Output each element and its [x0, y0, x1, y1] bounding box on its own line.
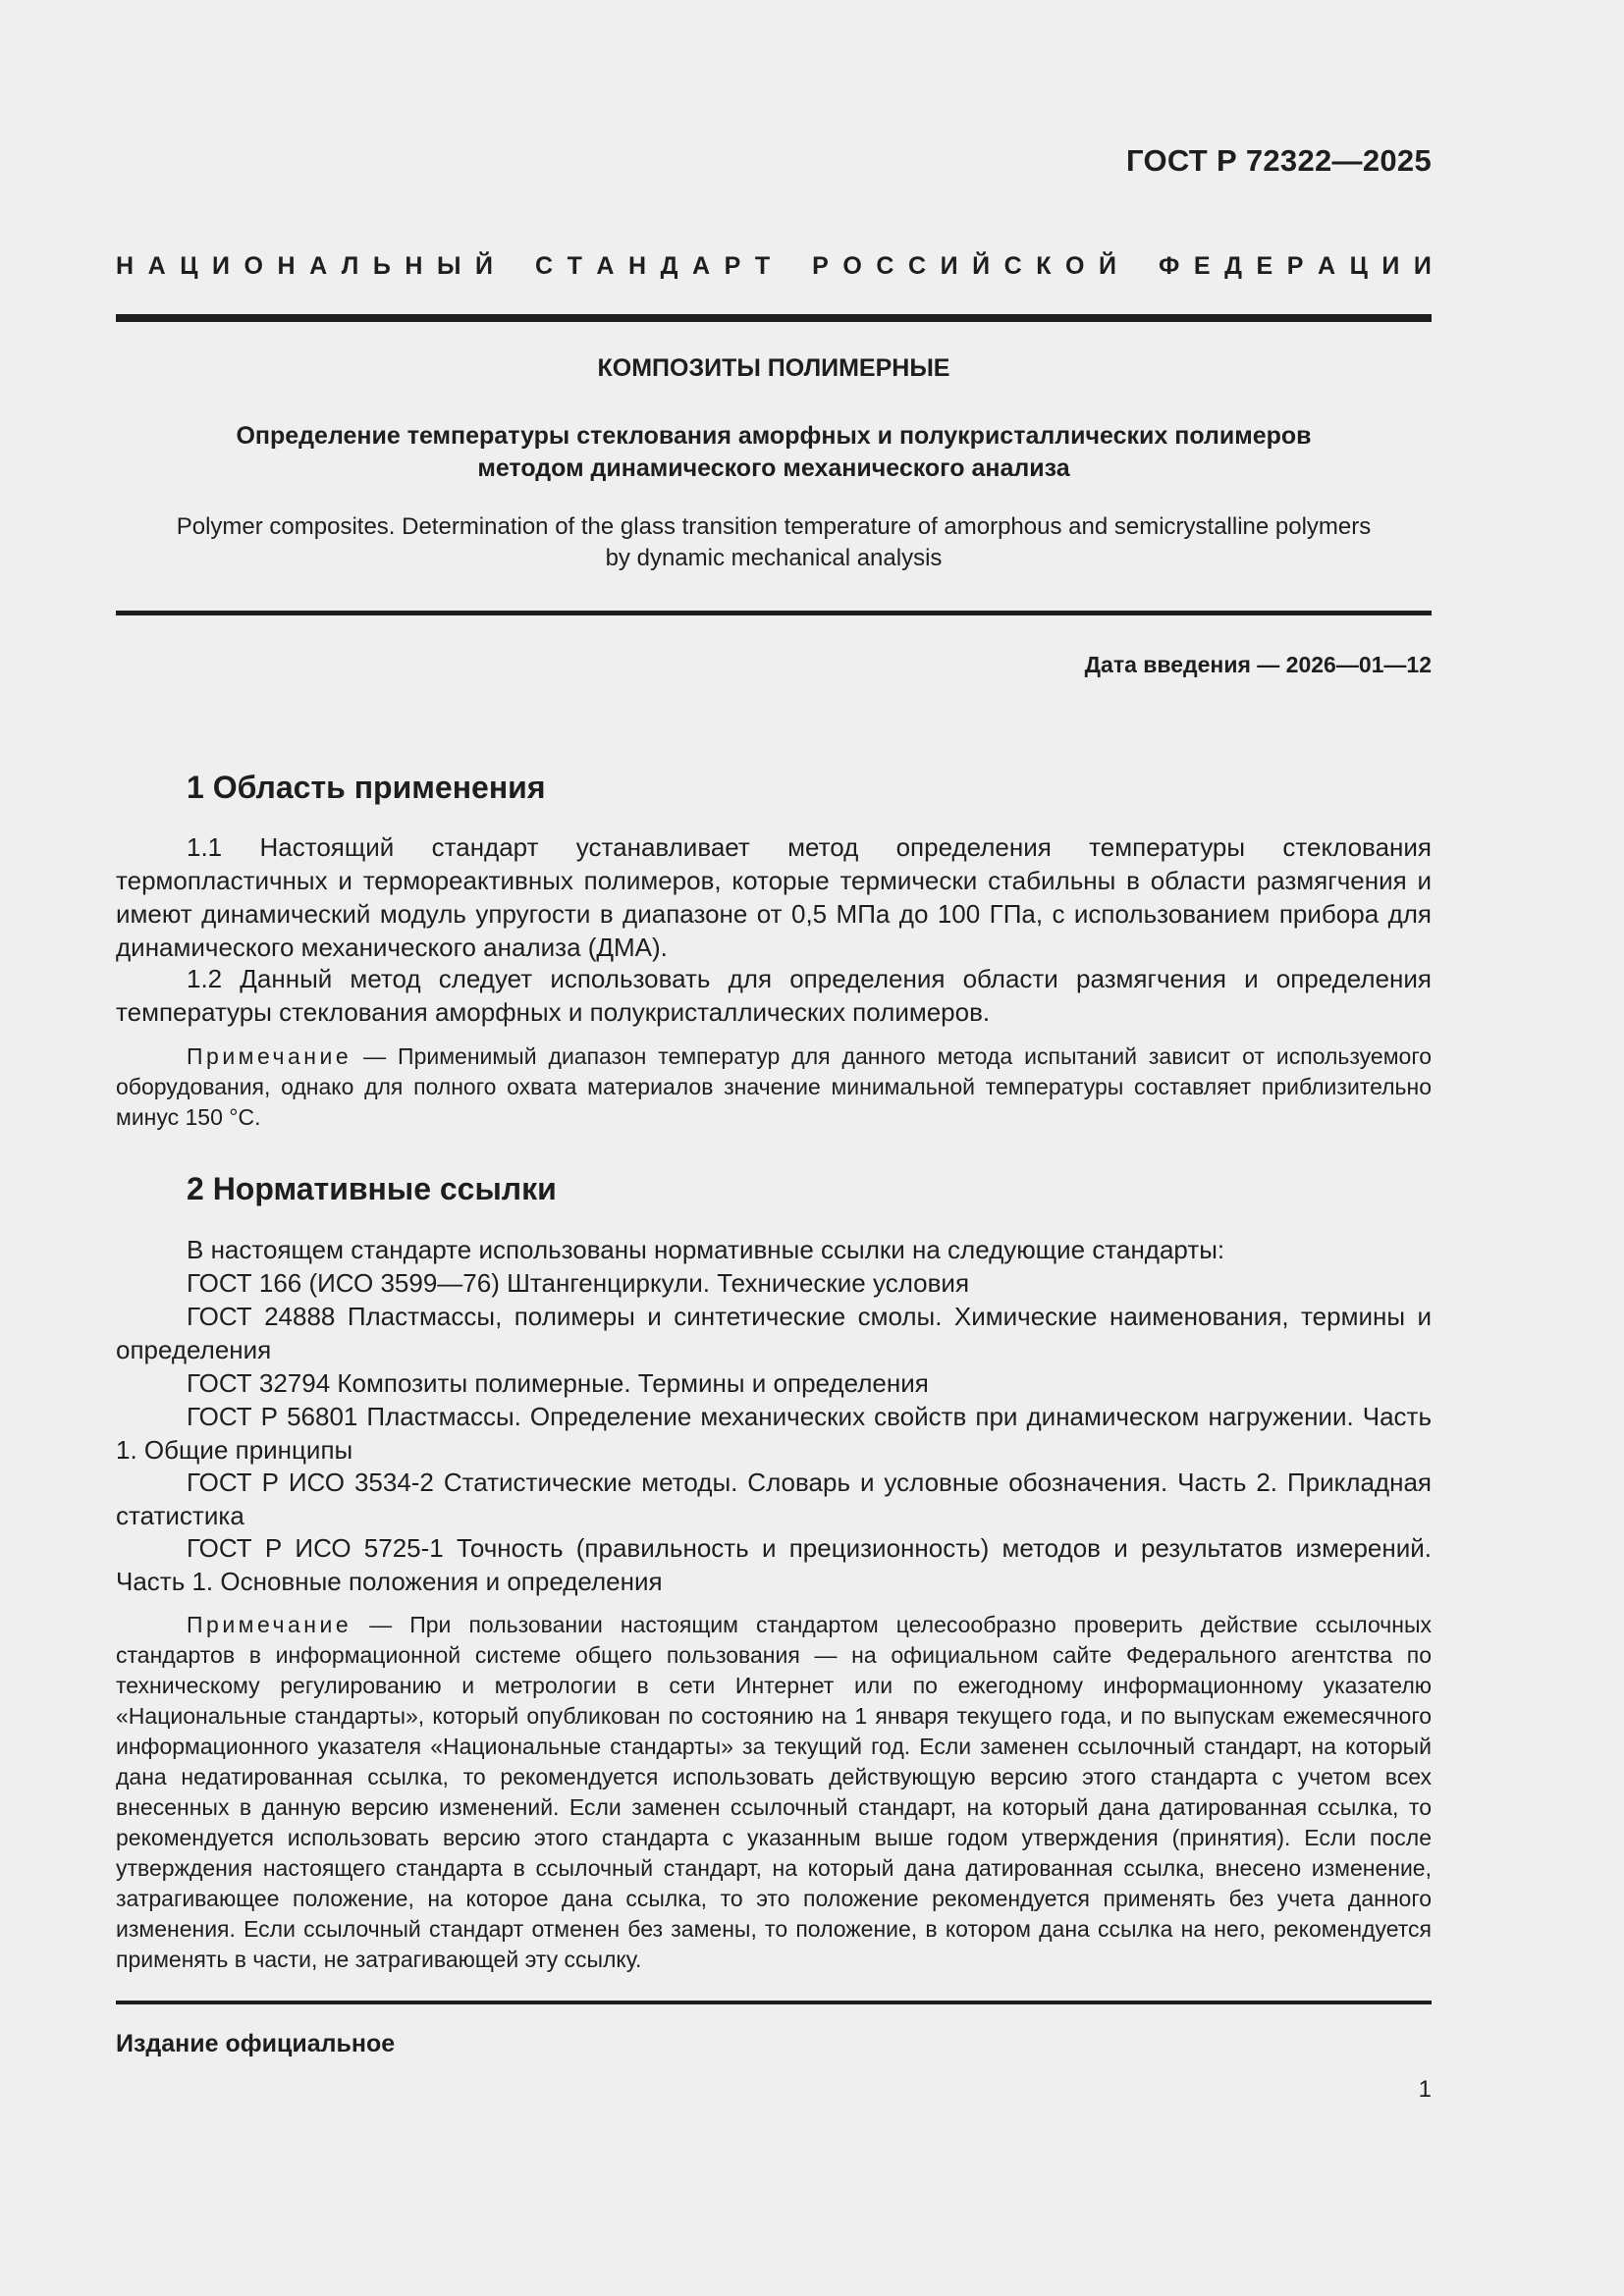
banner-letter: Р — [812, 252, 829, 280]
banner-letter: А — [147, 252, 166, 280]
banner-letter: С — [534, 252, 554, 280]
banner-letter: Д — [1224, 252, 1242, 280]
section-2-heading: 2 Нормативные ссылки — [187, 1171, 557, 1206]
section-1-heading: 1 Область применения — [187, 770, 546, 805]
banner-letter: Л — [341, 252, 359, 280]
note-text: — При пользовании настоящим стандартом целесообразно проверить действие ссылочных стандартов в информационной системе общего пользования — на официальном сайте Федерального агентства по техническому регулированию и метрологии в сети Интернет или по ежегодному информационному указателю «Национальные стандарты», который опубликован по состоянию на 1 января текущего года, и по выпускам ежемесячного информационного указателя «Национальные стандарты» за текущий год. Если заменен ссылочный стандарт, на который дана недатированная ссылка, то рекомендуется использовать действующую версию этого стандарта с учетом всех внесенных в данную версию изменений. Если заменен ссылочный стандарт, на который дана датированная ссылка, то рекомендуется использовать версию этого стандарта с указанным выше годом утверждения (принятия). Если после утверждения настоящего стандарта в ссылочный стандарт, на который дана датированная ссылка, внесено изменение, затрагивающее положение, на которое дана ссылка, то это положение рекомендуется применять без учета данного изменения. Если ссылочный стандарт отменен без замены, то положение, в котором дана ссылка на него, рекомендуется применять в части, не затрагивающей эту ссылку. — [116, 1612, 1432, 1972]
banner-letter: А — [692, 252, 711, 280]
banner-letter: Й — [1099, 252, 1116, 280]
official-edition-label: Издание официальное — [116, 2030, 396, 2057]
english-title-line-1: Polymer composites. Determination of the glass transition temperature of amorphous and semicrystalline polymers — [176, 513, 1372, 540]
banner-letter: Е — [1193, 252, 1211, 280]
note-label: Примечание — [187, 1043, 352, 1069]
banner-letter: К — [1036, 252, 1052, 280]
banner-letter — [785, 252, 798, 281]
banner-letter: О — [244, 252, 263, 280]
section-1-paragraph-1: 1.1 Настоящий стандарт устанавливает метод определения температуры стеклования термопластичных и термореактивных полимеров, которые термически стабильны в области размягчения и имеют динамический модуль упругости в диапазоне от 0,5 МПа до 100 ГПа, с использованием прибора для динамического механического анализа (ДМА). — [116, 832, 1432, 962]
banner-letter: Й — [972, 252, 991, 280]
banner-letter: И — [1381, 252, 1400, 280]
reference-item: ГОСТ 166 (ИСО 3599—76) Штангенциркули. Технические условия — [187, 1268, 970, 1298]
banner-letter: Н — [628, 252, 647, 280]
banner-letter: Ы — [436, 252, 461, 280]
reference-item: ГОСТ Р 56801 Пластмассы. Определение механических свойств при динамическом нагружении. Часть 1. Общие принципы — [116, 1402, 1432, 1465]
document-number: ГОСТ Р 72322—2025 — [1126, 143, 1432, 178]
banner-letter: Ф — [1159, 252, 1180, 280]
banner-letter: Ц — [180, 252, 198, 280]
banner-letter — [508, 252, 521, 281]
banner-letter: А — [309, 252, 328, 280]
page-number: 1 — [1418, 2076, 1432, 2103]
banner-letter: Е — [1256, 252, 1273, 280]
banner-letter: С — [1003, 252, 1022, 280]
reference-item: ГОСТ Р ИСО 3534-2 Статистические методы. Словарь и условные обозначения. Часть 2. Прикладная статистика — [116, 1468, 1432, 1530]
title-bottom-rule — [116, 611, 1432, 615]
english-title — [116, 511, 1432, 574]
banner-letter: С — [876, 252, 894, 280]
banner-letter: О — [842, 252, 862, 280]
banner-letter: Р — [1286, 252, 1304, 280]
banner-letter: Н — [116, 252, 135, 280]
note-label: Примечание — [187, 1612, 352, 1637]
note-text: — Применимый диапазон температур для данного метода испытаний зависит от используемого оборудования, однако для полного охвата материалов значение минимальной температуры составляет приблизительно минус 150 °С. — [116, 1043, 1432, 1130]
banner-letter: И — [940, 252, 958, 280]
section-1-note — [116, 1041, 1432, 1133]
banner-letter: Р — [724, 252, 741, 280]
banner-letter: Д — [660, 252, 678, 280]
banner-letter: А — [1317, 252, 1336, 280]
banner-letter: Н — [405, 252, 423, 280]
banner-letter: О — [1065, 252, 1085, 280]
banner-letter: Т — [567, 252, 582, 280]
document-subtitle — [116, 420, 1432, 485]
banner-letter: Т — [754, 252, 771, 280]
banner-letter: С — [907, 252, 927, 280]
section-2-note — [116, 1610, 1432, 1975]
section-1-paragraph-2: 1.2 Данный метод следует использовать для определения области размягчения и определения температуры стеклования аморфных и полукристаллических полимеров. — [116, 964, 1432, 1027]
banner-letter: Н — [277, 252, 296, 280]
banner-letter — [1131, 252, 1145, 281]
reference-item: ГОСТ 24888 Пластмассы, полимеры и синтетические смолы. Химические наименования, термины и определения — [116, 1302, 1432, 1364]
subtitle-line-2: методом динамического механического анализа — [477, 454, 1070, 482]
top-rule — [116, 314, 1432, 322]
english-title-line-2: by dynamic mechanical analysis — [605, 545, 943, 571]
banner-letter: Й — [475, 252, 493, 280]
document-title: КОМПОЗИТЫ ПОЛИМЕРНЫЕ — [597, 354, 950, 382]
banner-letter: Ц — [1349, 252, 1368, 280]
reference-item: ГОСТ Р ИСО 5725-1 Точность (правильность и прецизионность) методов и результатов измерений. Часть 1. Основные положения и определения — [116, 1533, 1432, 1596]
subtitle-line-1: Определение температуры стеклования аморфных и полукристаллических полимеров — [236, 422, 1312, 450]
section-2-intro: В настоящем стандарте использованы нормативные ссылки на следующие стандарты: — [187, 1235, 1225, 1264]
introduction-date: Дата введения — 2026—01—12 — [1084, 652, 1432, 677]
banner-letter: А — [596, 252, 615, 280]
banner-letter: И — [212, 252, 230, 280]
national-standard-banner — [116, 252, 1432, 281]
reference-item: ГОСТ 32794 Композиты полимерные. Термины и определения — [187, 1368, 929, 1398]
banner-letter: И — [1413, 252, 1432, 280]
banner-letter: Ь — [372, 252, 391, 280]
footer-rule — [116, 2001, 1432, 2004]
